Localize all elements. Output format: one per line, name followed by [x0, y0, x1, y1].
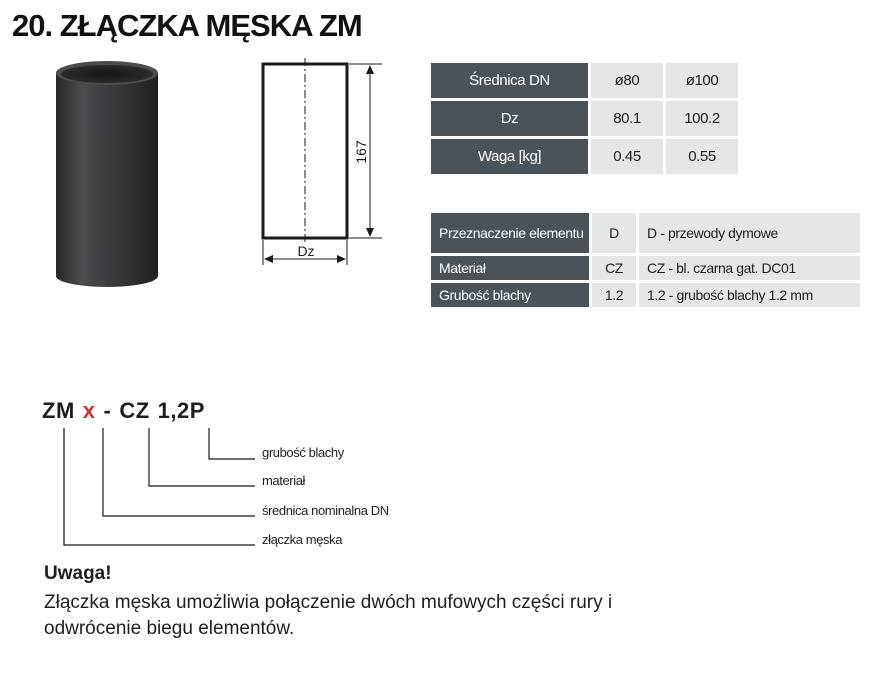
dz-value-cell: 80.1: [591, 101, 663, 136]
thickness-label-cell: Grubość blachy: [431, 283, 589, 307]
dz-label-cell: Dz: [431, 101, 588, 136]
purpose-label-cell: Przeznaczenie elementu: [431, 213, 589, 253]
dn-header-cell: Średnica DN: [431, 63, 588, 98]
table-row: [431, 63, 738, 98]
page-title: 20. ZŁĄCZKA MĘSKA ZM: [12, 8, 362, 43]
table-row: [431, 283, 860, 307]
product-code: [42, 398, 213, 424]
weight-value-cell: 0.55: [666, 139, 738, 174]
weight-value-cell: 0.45: [591, 139, 663, 174]
table-row: [431, 213, 860, 253]
dn-column-80: ø80: [591, 63, 663, 98]
weight-label-cell: Waga [kg]: [431, 139, 588, 174]
code-dash: -: [103, 398, 112, 423]
material-label-cell: Materiał: [431, 256, 589, 280]
thickness-code-cell: 1.2: [592, 283, 636, 307]
code-thickness: 1,2P: [157, 398, 205, 423]
code-leader-lines: [64, 428, 255, 545]
pipe-photo: [56, 61, 158, 287]
purpose-description-cell: D - przewody dymowe: [639, 213, 860, 253]
note-title: Uwaga!: [44, 563, 112, 584]
purpose-code-cell: D: [592, 213, 636, 253]
material-description-cell: CZ - bl. czarna gat. DC01: [639, 256, 860, 280]
height-dimension-label: 167: [353, 140, 369, 164]
legend-material: materiał: [262, 473, 306, 488]
table-row: [431, 256, 860, 280]
code-material: CZ: [119, 398, 150, 423]
thickness-description-cell: 1.2 - grubość blachy 1.2 mm: [639, 283, 860, 307]
code-prefix: ZM: [42, 398, 75, 423]
width-dimension-label: Dz: [297, 243, 315, 259]
dz-value-cell: 100.2: [666, 101, 738, 136]
table-row: [431, 101, 738, 136]
material-code-cell: CZ: [592, 256, 636, 280]
note-body: Złączka męska umożliwia połączenie dwóch mufowych części rury i odwrócenie biegu elementów.: [44, 592, 613, 639]
table-row: [431, 139, 738, 174]
legend-diameter: średnica nominalna DN: [262, 503, 389, 518]
code-diameter-variable: x: [82, 398, 96, 423]
code-table: [428, 210, 863, 310]
dimensions-table: [428, 60, 741, 177]
dn-column-100: ø100: [666, 63, 738, 98]
legend-product: złączka męska: [262, 532, 343, 547]
legend-thickness: grubość blachy: [262, 445, 344, 460]
